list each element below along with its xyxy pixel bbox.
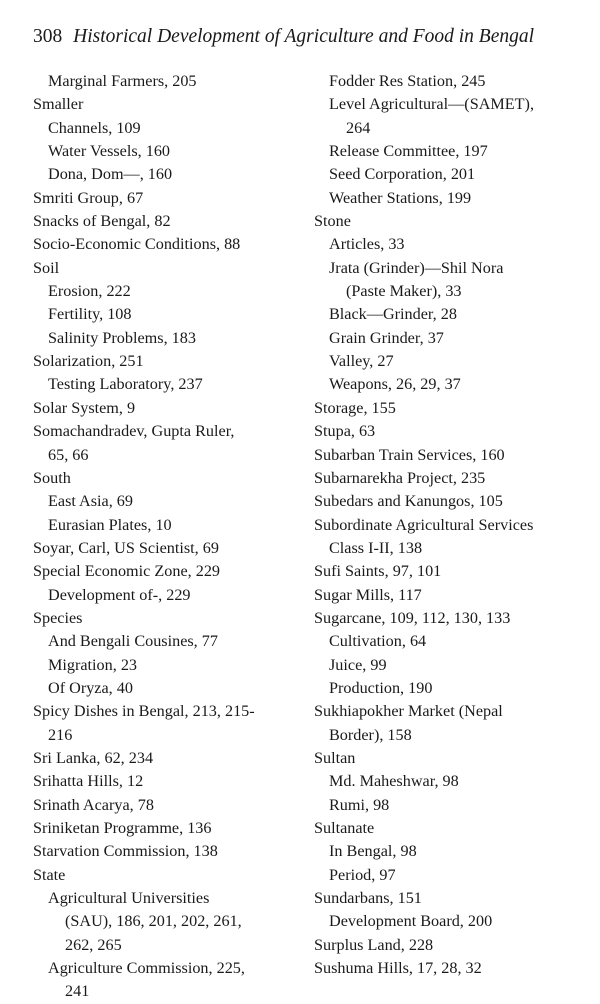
index-entry: Agricultural Universities	[48, 889, 210, 908]
index-entry: (Paste Maker), 33	[346, 282, 462, 301]
index-entry: Cultivation, 64	[329, 632, 427, 651]
index-entry: 216	[48, 725, 73, 744]
index-entry: Sultanate	[314, 819, 375, 837]
index-entry: Md. Maheshwar, 98	[329, 772, 459, 791]
index-entry: Sushuma Hills, 17, 28, 32	[314, 959, 482, 978]
index-entry: Of Oryza, 40	[48, 678, 133, 697]
index-entry: Stupa, 63	[314, 422, 376, 441]
index-entry: Border), 158	[329, 725, 412, 744]
index-entry: Sultan	[314, 748, 356, 767]
index-entry: Socio-Economic Conditions, 88	[33, 235, 241, 254]
index-entry: Smaller	[33, 95, 84, 114]
page-header	[33, 26, 534, 48]
index-entry: Sriniketan Programme, 136	[33, 819, 212, 837]
index-entry: Subordinate Agricultural Services	[314, 515, 534, 534]
index-entry: Agriculture Commission, 225,	[48, 959, 245, 978]
index-entry: Sugarcane, 109, 112, 130, 133	[314, 608, 511, 627]
index-entry: Stone	[314, 212, 351, 231]
index-entry: Storage, 155	[314, 398, 396, 417]
index-entry: Class I-II, 138	[329, 538, 423, 557]
index-entry: Surplus Land, 228	[314, 935, 434, 954]
index-entry: East Asia, 69	[48, 492, 133, 511]
index-entry: Seed Corporation, 201	[329, 165, 476, 184]
index-entry: Salinity Problems, 183	[48, 328, 196, 347]
index-entry: Rumi, 98	[329, 795, 390, 814]
index-entry: Subarnarekha Project, 235	[314, 468, 486, 487]
index-entry: Solarization, 251	[33, 352, 144, 371]
index-entry: Grain Grinder, 37	[329, 328, 444, 347]
index-entry: Erosion, 222	[48, 282, 131, 301]
index-entry: Juice, 99	[329, 655, 387, 674]
index-column-right	[314, 70, 600, 980]
index-entry: Subarban Train Services, 160	[314, 445, 505, 464]
index-entry: Development Board, 200	[329, 912, 493, 931]
index-entry: Black—Grinder, 28	[329, 305, 457, 324]
index-entry: Soil	[33, 258, 60, 277]
index-entry: South	[33, 468, 71, 487]
index-entry: Srinath Acarya, 78	[33, 795, 154, 814]
index-entry: Subedars and Kanungos, 105	[314, 492, 503, 511]
index-entry: Production, 190	[329, 678, 433, 697]
index-entry: Srihatta Hills, 12	[33, 772, 144, 791]
index-entry: Migration, 23	[48, 655, 138, 674]
index-entry: Smriti Group, 67	[33, 188, 144, 207]
index-entry: Fertility, 108	[48, 305, 132, 324]
index-entry: Testing Laboratory, 237	[48, 375, 203, 394]
index-entry: Water Vessels, 160	[48, 142, 171, 161]
index-entry: State	[33, 865, 66, 884]
index-entry: Jrata (Grinder)—Shil Nora	[329, 258, 504, 277]
index-entry: 65, 66	[48, 445, 89, 464]
index-entry: Channels, 109	[48, 118, 141, 137]
index-entry: 264	[346, 118, 371, 137]
index-entry: Eurasian Plates, 10	[48, 515, 172, 534]
index-entry: Snacks of Bengal, 82	[33, 212, 171, 231]
index-entry: Special Economic Zone, 229	[33, 562, 221, 581]
index-entry: 241	[65, 982, 90, 1001]
index-entry: Species	[33, 608, 83, 627]
index-entry: Period, 97	[329, 865, 396, 884]
index-entry: 262, 265	[65, 935, 122, 954]
index-entry: Articles, 33	[329, 235, 405, 254]
index-entry: Sugar Mills, 117	[314, 585, 422, 604]
index-entry: Level Agricultural—(SAMET),	[329, 95, 534, 114]
index-entry: Release Committee, 197	[329, 142, 488, 161]
index-entry: Sri Lanka, 62, 234	[33, 748, 154, 767]
index-entry: Starvation Commission, 138	[33, 842, 218, 861]
index-entry: And Bengali Cousines, 77	[48, 632, 218, 651]
index-entry: Solar System, 9	[33, 398, 136, 417]
index-entry: Somachandradev, Gupta Ruler,	[33, 422, 235, 441]
index-entry: Marginal Farmers, 205	[48, 72, 197, 90]
index-entry: Dona, Dom—, 160	[48, 165, 173, 184]
index-entry: Sukhiapokher Market (Nepal	[314, 702, 503, 721]
index-entry: Weather Stations, 199	[329, 188, 472, 207]
index-entry: Weapons, 26, 29, 37	[329, 375, 461, 394]
index-entry: Soyar, Carl, US Scientist, 69	[33, 538, 219, 557]
index-entry: (SAU), 186, 201, 202, 261,	[65, 912, 242, 931]
index-entry: Fodder Res Station, 245	[329, 72, 486, 90]
index-column-left	[33, 70, 323, 1004]
index-entry: Sundarbans, 151	[314, 889, 422, 908]
running-title: Historical Development of Agriculture and Food in Bengal	[73, 26, 535, 47]
index-entry: Development of-, 229	[48, 585, 191, 604]
index-entry: Spicy Dishes in Bengal, 213, 215-	[33, 702, 255, 721]
index-entry: Valley, 27	[329, 352, 394, 371]
page-number: 308	[33, 26, 63, 47]
index-entry: Sufi Saints, 97, 101	[314, 562, 442, 581]
index-entry: In Bengal, 98	[329, 842, 417, 861]
